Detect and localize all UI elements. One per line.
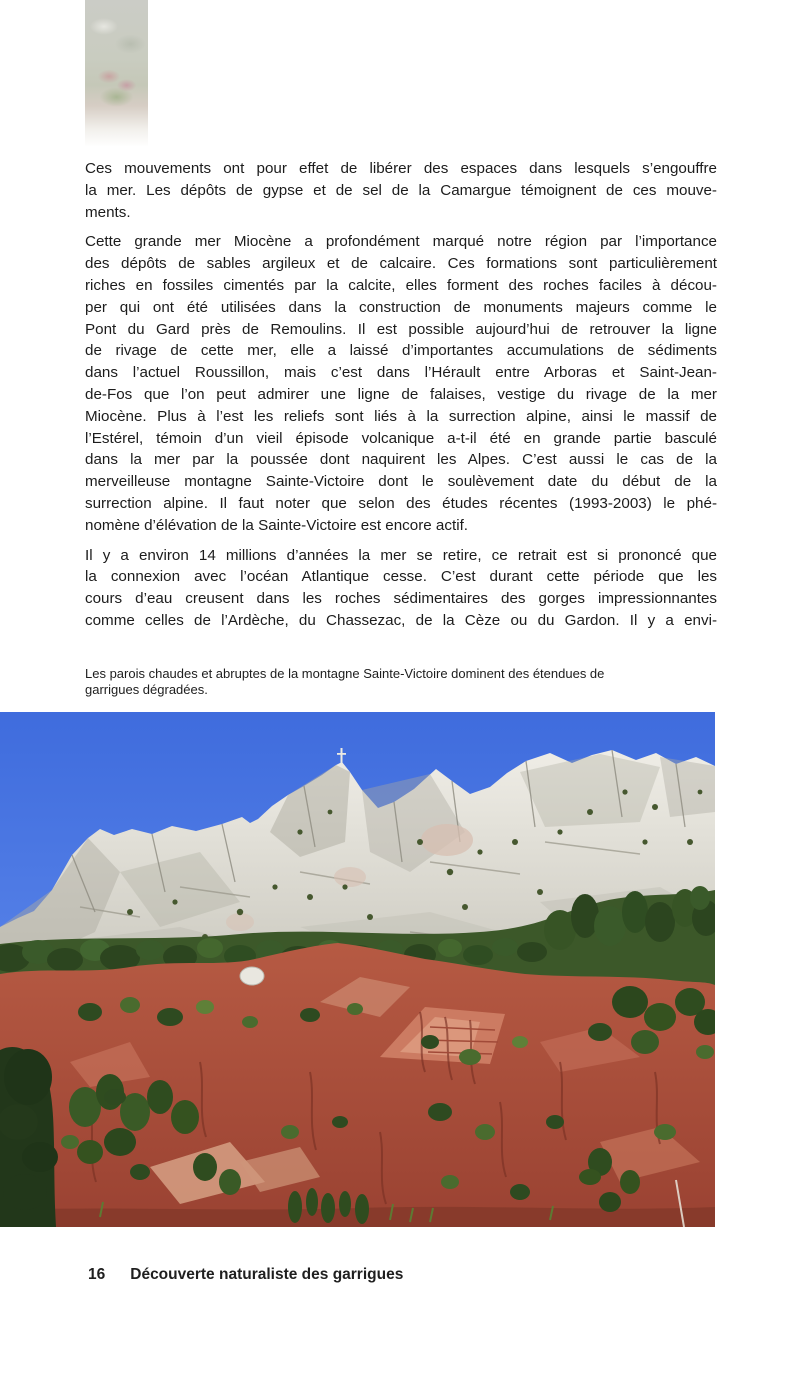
footer-book-title: Découverte naturaliste des garrigues	[130, 1266, 404, 1283]
text-line: de-Fos que l’on peut admirer une ligne de falaises, vestige du rivage de la mer	[85, 385, 717, 403]
text-line: cours d’eau creusent dans les roches sédimentaires des gorges impressionnantes	[85, 590, 717, 608]
text-line: la connexion avec l’océan Atlantique cesse. C’est durant cette période que les	[85, 568, 717, 586]
text-line: dans la mer par la poussée dont naquirent les Alpes. C’est aussi le cas de la	[85, 451, 717, 469]
photo-illustration	[0, 712, 715, 1227]
paragraph	[85, 545, 717, 632]
text-line: dans l’actuel Roussillon, mais c’est dans l’Hérault entre Arboras et Saint-Jean-	[85, 364, 717, 382]
text-line: la mer. Les dépôts de gypse et de sel de la Camargue témoignent de ces mouve-	[85, 181, 717, 199]
text-line: Ces mouvements ont pour effet de libérer des espaces dans lesquels s’engouffre	[85, 160, 717, 177]
text-line: Cette grande mer Miocène a profondément marqué notre région par l’importance	[85, 233, 717, 251]
body-text	[85, 158, 717, 632]
text-line: ments.	[85, 203, 131, 221]
photo-caption	[85, 666, 685, 698]
text-line: per qui ont été utilisées dans la construction de monuments majeurs comme le	[85, 298, 717, 316]
previous-page-photo-fragment	[85, 0, 148, 147]
text-line: l’Estérel, témoin d’un vieil épisode volcanique a-t-il été en grande partie basculé	[85, 429, 717, 447]
text-line: nomène d’élévation de la Sainte-Victoire est encore actif.	[85, 516, 469, 534]
paragraph	[85, 231, 717, 536]
text-line: de rivage de cette mer, elle a laissé d’importantes accumulations de sédiments	[85, 342, 717, 360]
text-line: Il y a environ 14 millions d’années la mer se retire, ce retrait est si prononcé que	[85, 546, 717, 564]
text-line: Pont du Gard près de Remoulins. Il est possible aujourd’hui de retrouver la ligne	[85, 320, 717, 338]
page-number: 16	[88, 1266, 106, 1283]
caption-line: Les parois chaudes et abruptes de la montagne Sainte-Victoire dominent des étendues de	[85, 666, 605, 681]
text-line: des dépôts de sables argileux et de calcaire. Ces formations sont particulièrement	[85, 255, 717, 273]
white-boulder	[240, 967, 264, 985]
text-line: comme celles de l’Ardèche, du Chassezac, de la Cèze ou du Gardon. Il y a envi-	[85, 611, 717, 629]
paragraph	[85, 158, 717, 223]
sainte-victoire-photo	[0, 712, 715, 1227]
text-line: riches en fossiles cimentés par la calcite, elles forment des roches faciles à décou-	[85, 276, 717, 294]
text-line: Miocène. Plus à l’est les reliefs sont liés à la surrection alpine, ainsi le massif de	[85, 407, 717, 425]
caption-line: garrigues dégradées.	[85, 682, 208, 697]
text-line: merveilleuse montagne Sainte-Victoire dont le soulèvement date du début de la	[85, 473, 717, 491]
page-footer	[88, 1266, 403, 1284]
text-line: surrection alpine. Il faut noter que selon des études récentes (1993-2003) le phé-	[85, 494, 717, 512]
